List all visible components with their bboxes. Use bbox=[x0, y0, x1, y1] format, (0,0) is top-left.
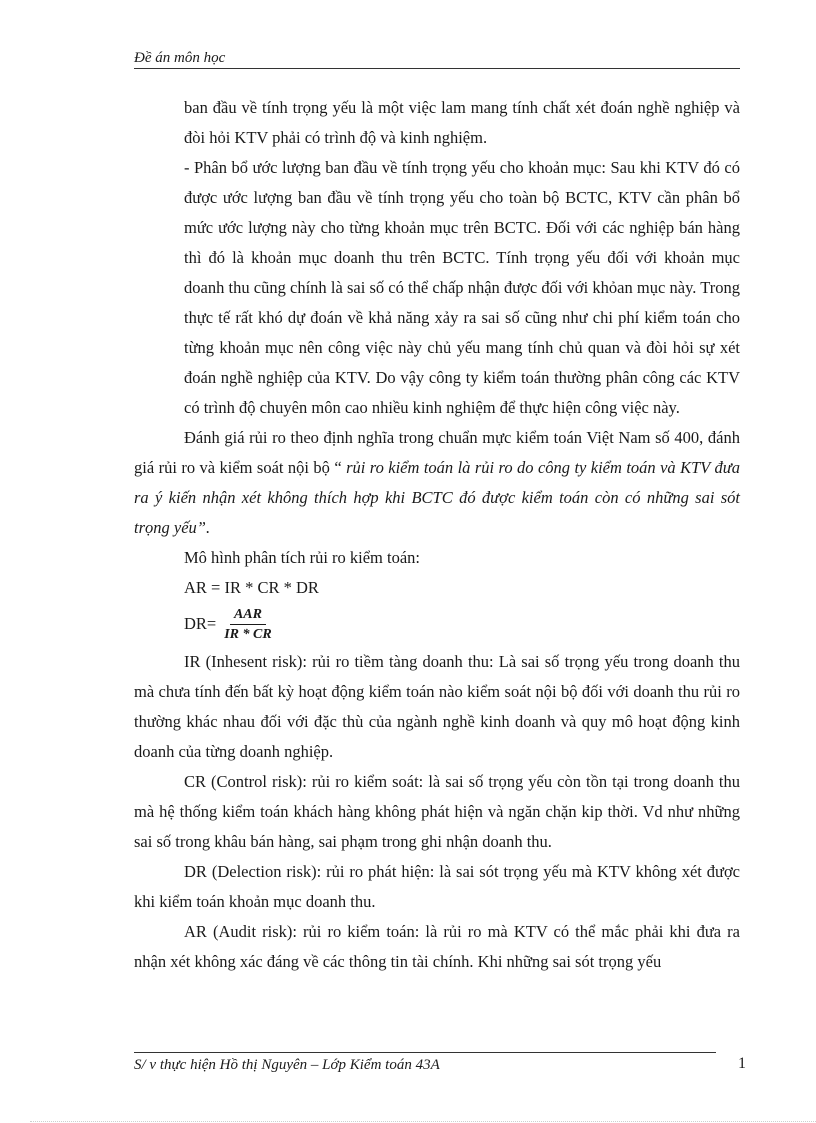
risk-definition-intro: Đánh giá rủi ro theo định nghĩa trong chuẩn mực kiểm toán Việt Nam số 400, đánh giá rủi ro và kiểm soát nội bộ “ bbox=[134, 428, 740, 477]
formula-ar: AR = IR * CR * DR bbox=[184, 578, 319, 597]
formula-dr-fraction bbox=[220, 606, 275, 643]
paragraph-control-risk: CR (Control risk): rủi ro kiểm soát: là sai số trọng yếu còn tồn tại trong doanh thu mà hệ thống kiểm toán khách hàng không phát hiện và ngăn chặn kip thời. Vd như những sai số trong khâu bán hàng, sai phạm trong ghi nhận doanh thu. bbox=[134, 772, 740, 851]
page-bottom-edge bbox=[30, 1121, 816, 1122]
paragraph-audit-risk: AR (Audit risk): rủi ro kiểm toán: là rủi ro mà KTV có thể mắc phải khi đưa ra nhận xét không xác đáng về các thông tin tài chính. Khi những sai sót trọng yếu bbox=[134, 922, 740, 971]
risk-definition-quote: rủi ro kiểm toán là rủi ro do công ty kiểm toán và KTV đưa ra ý kiến nhận xét không thích hợp khi BCTC đó được kiểm toán còn có những sai sót trọng yếu”. bbox=[134, 458, 740, 537]
page-number: 1 bbox=[738, 1055, 746, 1072]
paragraph-inherent-risk: IR (Inhesent risk): rủi ro tiềm tàng doanh thu: Là sai số trọng yếu trong doanh thu mà chưa tính đến bất kỳ hoạt động kiểm toán nào kiểm soát nội bộ đối với doanh thu rủi ro thường khác nhau đối với đặc thù của ngành nghề kinh doanh và quy mô hoạt động kinh doanh của từng doanh nghiệp. bbox=[134, 652, 740, 761]
footer-author: S/ v thực hiện Hồ thị Nguyên – Lớp Kiểm toán 43A bbox=[134, 1057, 440, 1073]
page-header-title: Đề án môn học bbox=[134, 50, 226, 66]
paragraph-allocation: - Phân bổ ước lượng ban đầu về tính trọng yếu cho khoản mục: Sau khi KTV đó có được ước lượng ban đầu về tính trọng yếu cho toàn bộ BCTC, KTV cần phân bổ mức ước lượng này cho từng khoản mục trên BCTC. Đối với các nghiệp bán hàng thì đó là khoản mục doanh thu trên BCTC. Tính trọng yếu đối với khoản mục doanh thu cũng chính là sai số có thể chấp nhận được đối với khỏan mục này. Trong thực tế rất khó dự đoán về khả năng xảy ra sai số cũng như chi phí kiểm toán cho từng khoản mục nên công việc này chủ yếu mang tính chủ quan và đòi hỏi sự xét đoán nghề nghiệp của KTV. Do vậy công ty kiểm toán thường phân công các KTV có trình độ chuyên môn cao nhiều kinh nghiệm để thực hiện công việc này. bbox=[184, 158, 740, 417]
formula-dr-label: DR= bbox=[184, 614, 217, 633]
formula-dr bbox=[134, 603, 740, 645]
paragraph-detection-risk: DR (Delection risk): rủi ro phát hiện: là sai sót trọng yếu mà KTV không xét được khi kiểm toán khoản mục doanh thu. bbox=[134, 862, 740, 911]
risk-model-title: Mô hình phân tích rủi ro kiểm toán: bbox=[184, 548, 421, 567]
formula-dr-numerator: AAR bbox=[230, 606, 266, 625]
paragraph-initial-estimate: ban đầu về tính trọng yếu là một việc lam mang tính chất xét đoán nghề nghiệp và đòi hỏi KTV phải có trình độ và kinh nghiệm. bbox=[184, 98, 740, 147]
document-body bbox=[134, 93, 740, 977]
header-divider bbox=[134, 68, 740, 69]
paragraph-risk-definition bbox=[134, 423, 740, 543]
formula-dr-denominator: IR * CR bbox=[224, 626, 272, 642]
footer-divider bbox=[134, 1052, 716, 1053]
